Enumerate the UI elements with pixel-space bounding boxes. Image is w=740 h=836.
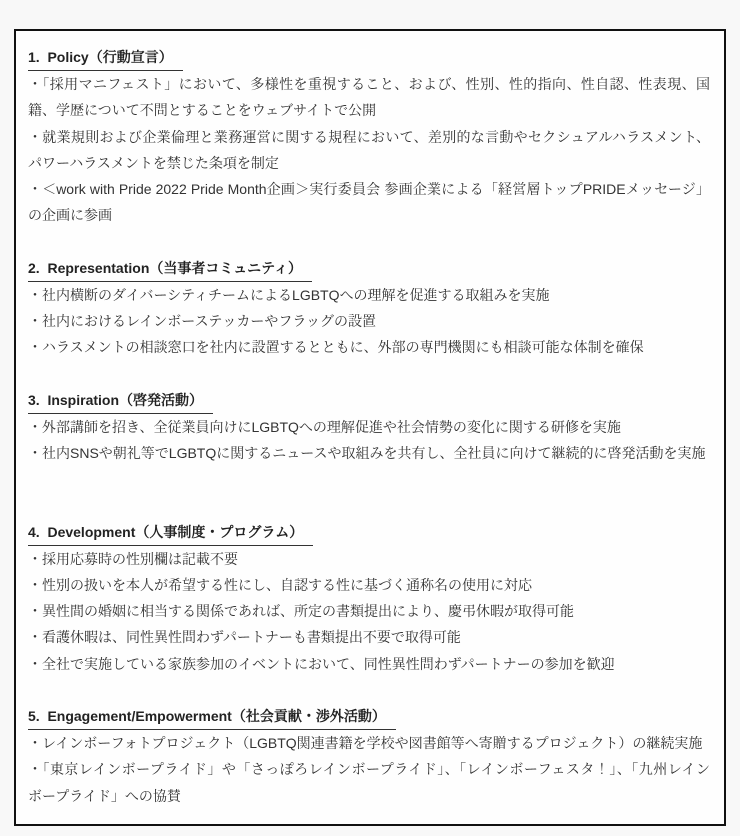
section-1-heading bbox=[28, 44, 710, 71]
bullet-item: ・社内におけるレインボーステッカーやフラッグの設置 bbox=[28, 313, 377, 330]
section-5-heading-text: 5. Engagement/Empowerment（社会貢献・渉外活動） bbox=[28, 703, 396, 730]
bullet-item: ・異性間の婚姻に相当する関係であれば、所定の書類提出により、慶弔休暇が取得可能 bbox=[28, 603, 574, 620]
section-1-heading-text: 1. Policy（行動宣言） bbox=[28, 44, 183, 71]
section-3-inspiration bbox=[28, 387, 710, 467]
section-5-engagement bbox=[28, 703, 710, 809]
bullet-item: ・ハラスメントの相談窓口を社内に設置するとともに、外部の専門機関にも相談可能な体制を確保 bbox=[28, 339, 644, 356]
section-2-heading-text: 2. Representation（当事者コミュニティ） bbox=[28, 255, 312, 282]
section-4-development bbox=[28, 519, 710, 677]
bullet-item: ・＜work with Pride 2022 Pride Month企画＞実行委員会 参画企業による「経営層トップPRIDEメッセージ」の企画に参画 bbox=[28, 181, 710, 224]
bullet-item: ・外部講師を招き、全従業員向けにLGBTQへの理解促進や社会情勢の変化に関する研修を実施 bbox=[28, 418, 621, 435]
bullet-item: ・就業規則および企業倫理と業務運営に関する規程において、差別的な言動やセクシュアルハラスメント、パワーハラスメントを禁じた条項を制定 bbox=[28, 128, 710, 171]
section-5-heading bbox=[28, 703, 710, 730]
bullet-item: ・看護休暇は、同性異性問わずパートナーも書類提出不要で取得可能 bbox=[28, 629, 461, 646]
section-2-representation bbox=[28, 255, 710, 361]
section-4-heading-text: 4. Development（人事制度・プログラム） bbox=[28, 519, 313, 546]
section-4-heading bbox=[28, 519, 710, 546]
section-1-policy bbox=[28, 44, 710, 228]
bullet-item: ・社内横断のダイバーシティチームによるLGBTQへの理解を促進する取組みを実施 bbox=[28, 286, 550, 303]
bullet-item: ・全社で実施している家族参加のイベントにおいて、同性異性問わずパートナーの参加を歓迎 bbox=[28, 655, 615, 672]
bullet-item: ・レインボーフォトプロジェクト（LGBTQ関連書籍を学校や図書館等へ寄贈するプロジェクト）の継続実施 bbox=[28, 735, 703, 752]
section-3-heading bbox=[28, 387, 710, 414]
bullet-item: ・採用応募時の性別欄は記載不要 bbox=[28, 550, 238, 567]
bullet-item: ・性別の扱いを本人が希望する性にし、自認する性に基づく通称名の使用に対応 bbox=[28, 577, 532, 594]
document-panel bbox=[14, 29, 726, 826]
section-3-heading-text: 3. Inspiration（啓発活動） bbox=[28, 387, 213, 414]
bullet-item: ・「採用マニフェスト」において、多様性を重視すること、および、性別、性的指向、性自認、性表現、国籍、学歴について不問とすることをウェブサイトで公開 bbox=[28, 76, 710, 119]
bullet-item: ・「東京レインボープライド」や「さっぽろレインボープライド」、「レインボーフェスタ！」、「九州レインボープライド」への協賛 bbox=[28, 761, 710, 804]
bullet-item: ・社内SNSや朝礼等でLGBTQに関するニュースや取組みを共有し、全社員に向けて継続的に啓発活動を実施 bbox=[28, 445, 706, 462]
section-2-heading bbox=[28, 255, 710, 282]
